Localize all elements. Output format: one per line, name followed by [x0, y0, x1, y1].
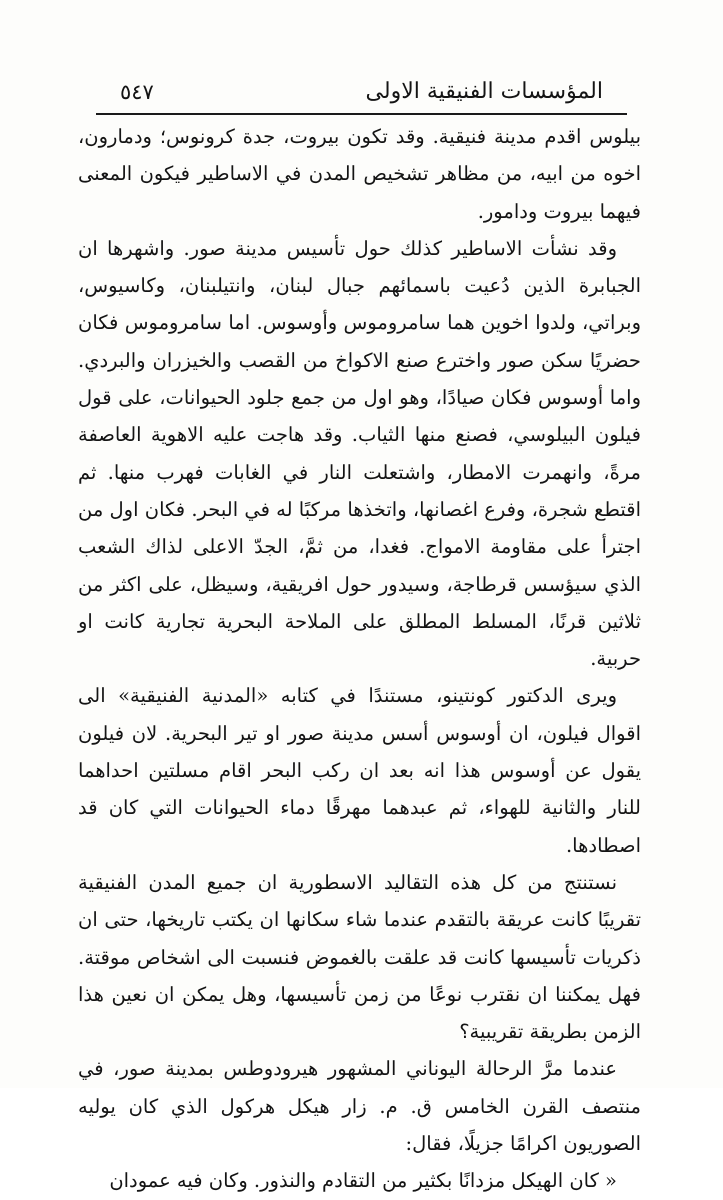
paragraph-herodotus-quote: « كان الهيكل مزدانًا بكثير من التقادم والنذور. وكان فيه عمودان [109, 1169, 617, 1193]
paragraph-tyre-founding-legends: وقد نشأت الاساطير كذلك حول تأسيس مدينة صور. واشهرها ان الجبابرة الذين دُعيت باسمائهم جبال لبنان، وانتيلبنان، وكاسيوس، وبراتي، ولدوا اخوين هما سامروموس وأوسوس. اما سامروموس فكان حضريًا سكن صور واخترع صنع الاكواخ من القصب والخيزران والبردي. واما أوسوس فكان صيادًا، وهو اول من جمع جلود الحيوانات، على قول فيلون البيلوسي، فصنع منها الثياب. وقد هاجت عليه الاهوية العاصفة مرةً، وانهمرت الامطار، واشتعلت النار في الغابات فهرب منها. ثم اقتطع شجرة، وفرع اغصانها، واتخذها مركبًا له في البحر. فكان اول من اجترأ على مقاومة الامواج. فغدا، من ثمَّ، الجدّ الاعلى لذاك الشعب الذي سيؤسس قرطاجة، وسيدور حول افريقية، وسيظل، على اكثر من ثلاثين قرنًا، المسلط المطلق على الملاحة البحرية تجارية كانت او حربية. [78, 236, 641, 671]
running-header-title: المؤسسات الفنيقية الاولى [365, 79, 603, 104]
paragraph-conclusion: نستنتج من كل هذه التقاليد الاسطورية ان جميع المدن الفنيقية تقريبًا كانت عريقة بالتقدم عندما شاء سكانها ان يكتب تاريخها، حتى ان ذكريات تأسيسها كانت قد علقت بالغموض فنسبت الى اشخاص موقتة. فهل يمكننا ان نقترب نوعًا من زمن تأسيسها، وهل يمكن ان نعين هذا الزمن بطريقة تقريبية؟ [78, 870, 641, 1044]
paragraph-byblos-beirut: بيلوس اقدم مدينة فنيقية. وقد تكون بيروت، جدة كرونوس؛ ودمارون، اخوه من ابيه، من مظاهر تشخيص المدن في الاساطير فيكون المعنى فيهما بيروت ودامور. [78, 125, 641, 223]
paragraph-herodotus: عندما مرَّ الرحالة اليوناني المشهور هيرودوطس بمدينة صور، في منتصف القرن الخامس ق. م. زار هيكل هركول الذي كان يوليه الصوريون اكرامًا جزيلًا، فقال: [78, 1057, 641, 1156]
body-text [78, 118, 641, 1200]
running-header [120, 70, 603, 106]
paragraph-contenau-view: ويرى الدكتور كونتينو، مستندًا في كتابه «المدنية الفنيقية» الى اقوال فيلون، ان أوسوس أسس مدينة صور او تير البحرية. لان فيلون يقول عن أوسوس هذا انه بعد ان ركب البحر اقام مسلتين احداهما للنار والثانية للهواء، ثم عبدهما مهرقًا دماء الحيوانات التي كان قد اصطادها. [78, 684, 641, 857]
page-number: ٥٤٧ [120, 80, 154, 104]
header-rule [96, 113, 627, 115]
